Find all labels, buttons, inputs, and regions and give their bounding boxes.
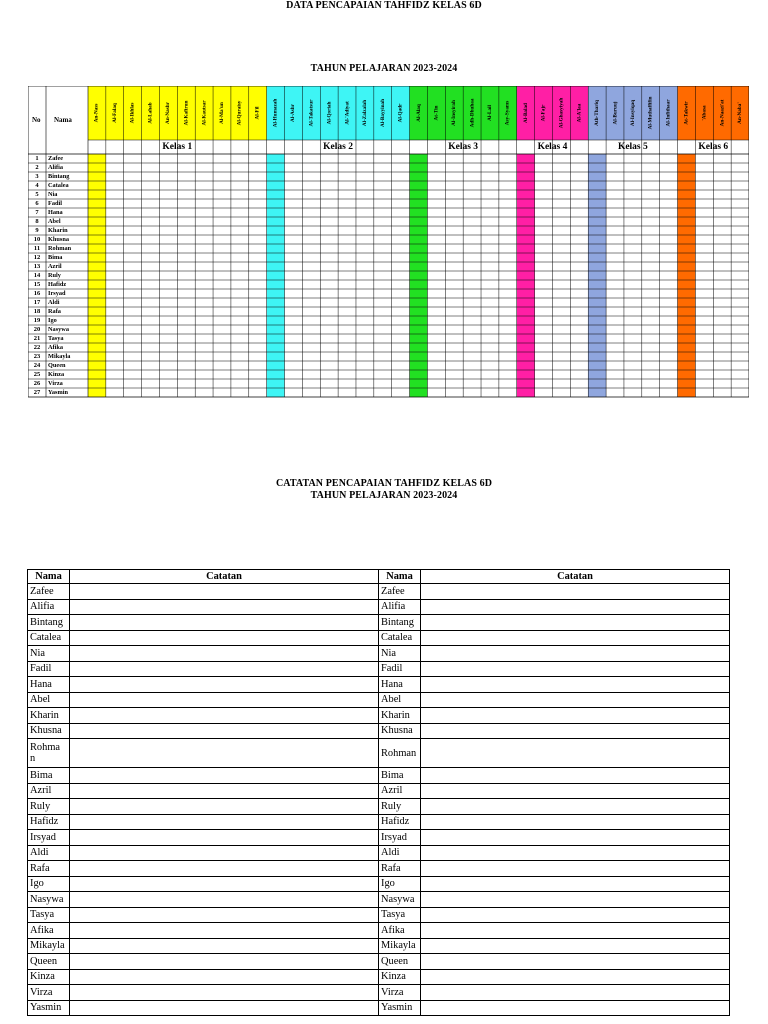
notes-name-left: Igo (28, 876, 70, 892)
notes-name-left: Yasmin (28, 1000, 70, 1016)
notes-row (28, 845, 730, 861)
notes-name-left: Afika (28, 923, 70, 939)
notes-catatan-right[interactable] (421, 646, 730, 662)
student-name: Queen (48, 362, 66, 369)
notes-name-left: Catalea (28, 630, 70, 646)
notes-row (28, 923, 730, 939)
notes-name-right: Ruly (379, 799, 421, 815)
notes-row (28, 814, 730, 830)
notes-catatan-left[interactable] (70, 923, 379, 939)
student-number: 13 (33, 263, 41, 270)
kelas-first-column-fill (678, 154, 696, 397)
surah-name: Al-'Adiyat (344, 101, 351, 125)
notes-name-left: Hana (28, 677, 70, 693)
surah-name: An-Naba' (736, 102, 743, 124)
surah-header-cell (481, 86, 499, 154)
notes-name-right: Kharin (379, 708, 421, 724)
notes-row (28, 599, 730, 615)
student-number: 8 (35, 218, 39, 225)
surah-header-cell (499, 86, 517, 154)
surah-header-cell (159, 86, 177, 154)
student-name: Abel (48, 218, 61, 225)
kelas-first-column-fill (517, 154, 535, 397)
surah-name: Al-Humazah (272, 98, 279, 128)
surah-header-cell (88, 86, 106, 154)
notes-row (28, 969, 730, 985)
notes-name-right: Azril (379, 783, 421, 799)
header-no: No (32, 116, 41, 124)
notes-name-left: Nia (28, 646, 70, 662)
notes-body (28, 584, 730, 1016)
notes-catatan-left[interactable] (70, 876, 379, 892)
notes-name-right: Irsyad (379, 830, 421, 846)
student-number: 2 (35, 164, 39, 171)
notes-header-catatan-left: Catatan (70, 570, 379, 584)
notes-name-left: Bima (28, 768, 70, 784)
notes-catatan-left[interactable] (70, 845, 379, 861)
student-number: 23 (33, 353, 41, 360)
notes-catatan-left[interactable] (70, 985, 379, 1001)
notes-catatan-left[interactable] (70, 723, 379, 739)
student-name: Yasmin (48, 389, 68, 396)
notes-catatan-right[interactable] (421, 845, 730, 861)
surah-name: Al-Takatsur (308, 99, 315, 127)
student-number: 25 (33, 371, 41, 378)
notes-name-right: Tasya (379, 907, 421, 923)
notes-catatan-left[interactable] (70, 783, 379, 799)
notes-catatan-right[interactable] (421, 954, 730, 970)
surah-name: Al-Muthaffifin (647, 96, 654, 130)
surah-header-cell (267, 86, 285, 154)
notes-name-left: Hafidz (28, 814, 70, 830)
kelas-label: Kelas 2 (323, 142, 353, 152)
surah-header-cell (427, 86, 445, 154)
notes-row (28, 985, 730, 1001)
surah-header-cell (177, 86, 195, 154)
notes-catatan-left[interactable] (70, 907, 379, 923)
surah-name: Al-Qadr (397, 103, 404, 123)
notes-catatan-left[interactable] (70, 677, 379, 693)
surah-name: Al-Zalzalah (362, 99, 369, 127)
notes-row (28, 723, 730, 739)
notes-row (28, 646, 730, 662)
notes-name-right: Zafee (379, 584, 421, 600)
kelas-label: Kelas 4 (537, 142, 568, 152)
notes-name-left: Abel (28, 692, 70, 708)
notes-catatan-left[interactable] (70, 646, 379, 662)
surah-name: Al-Qoriah (326, 101, 333, 125)
notes-catatan-right[interactable] (421, 661, 730, 677)
notes-row (28, 615, 730, 631)
notes-title-line-2: TAHUN PELAJARAN 2023-2024 (310, 490, 458, 501)
notes-catatan-right[interactable] (421, 584, 730, 600)
surah-header-cell (285, 86, 303, 154)
student-number: 5 (35, 191, 39, 198)
notes-catatan-left[interactable] (70, 830, 379, 846)
notes-row (28, 892, 730, 908)
surah-name: At-Tin (433, 105, 440, 121)
notes-name-left: Nasywa (28, 892, 70, 908)
student-number: 7 (35, 209, 39, 216)
student-name: Afika (48, 344, 64, 351)
notes-catatan-right[interactable] (421, 723, 730, 739)
notes-row (28, 799, 730, 815)
notes-name-left: Rohma n (28, 739, 70, 768)
notes-catatan-left[interactable] (70, 1000, 379, 1016)
surah-header-cell (142, 86, 160, 154)
student-name: Azril (48, 263, 62, 270)
surah-name: Al-Lail (486, 105, 493, 121)
surah-header-cell (445, 86, 463, 154)
notes-row (28, 954, 730, 970)
student-name: Kinza (48, 371, 65, 378)
notes-catatan-right[interactable] (421, 985, 730, 1001)
notes-catatan-right[interactable] (421, 938, 730, 954)
student-number: 20 (33, 326, 41, 333)
surah-name: Al-Ikhlas (129, 102, 136, 124)
notes-catatan-right[interactable] (421, 768, 730, 784)
notes-row (28, 907, 730, 923)
notes-catatan-right[interactable] (421, 708, 730, 724)
notes-row (28, 1000, 730, 1016)
notes-catatan-left[interactable] (70, 938, 379, 954)
student-number: 26 (33, 380, 41, 387)
student-number: 15 (33, 281, 41, 288)
student-number: 11 (33, 245, 41, 252)
surah-header-cell (249, 86, 267, 154)
student-number: 3 (35, 173, 39, 180)
notes-name-right: Bima (379, 768, 421, 784)
student-name: Hana (48, 209, 63, 216)
surah-name: Al-Balad (522, 103, 529, 123)
surah-name: Al-A'laa (576, 103, 583, 123)
notes-catatan-right[interactable] (421, 876, 730, 892)
surah-name: Asy-Syams (504, 100, 511, 126)
surah-header-cell (195, 86, 213, 154)
student-name: Catalea (48, 182, 69, 189)
student-name: Hafidz (48, 281, 67, 288)
notes-name-right: Queen (379, 954, 421, 970)
header-nama: Nama (54, 116, 72, 124)
notes-catatan-right[interactable] (421, 969, 730, 985)
notes-catatan-right[interactable] (421, 630, 730, 646)
notes-name-left: Mikayla (28, 938, 70, 954)
notes-row (28, 708, 730, 724)
surah-name: Al-Insyirah (451, 100, 458, 126)
student-number: 27 (33, 389, 41, 396)
notes-catatan-left[interactable] (70, 661, 379, 677)
notes-catatan-right[interactable] (421, 739, 730, 768)
notes-name-right: Yasmin (379, 1000, 421, 1016)
student-name: Zafee (48, 155, 64, 162)
notes-catatan-right[interactable] (421, 799, 730, 815)
notes-catatan-right[interactable] (421, 830, 730, 846)
surah-header-cell (320, 86, 338, 154)
notes-row (28, 661, 730, 677)
notes-catatan-left[interactable] (70, 799, 379, 815)
kelas-label: Kelas 1 (162, 142, 193, 152)
surah-header-cell (606, 86, 624, 154)
surah-header-cell (124, 86, 142, 154)
notes-catatan-left[interactable] (70, 630, 379, 646)
notes-catatan-right[interactable] (421, 599, 730, 615)
student-number: 4 (35, 182, 39, 189)
surah-header-cell (535, 86, 553, 154)
kelas-first-column-fill (588, 154, 606, 397)
notes-name-right: Kinza (379, 969, 421, 985)
surah-header-cell (302, 86, 320, 154)
notes-name-left: Irsyad (28, 830, 70, 846)
notes-row (28, 830, 730, 846)
notes-catatan-right[interactable] (421, 615, 730, 631)
notes-catatan-left[interactable] (70, 599, 379, 615)
surah-header-cell (552, 86, 570, 154)
notes-name-right: Bintang (379, 615, 421, 631)
notes-row (28, 630, 730, 646)
student-name: Bintang (48, 173, 70, 180)
student-number: 12 (33, 254, 41, 261)
notes-catatan-right[interactable] (421, 923, 730, 939)
student-number: 22 (33, 344, 41, 351)
notes-name-right: Nia (379, 646, 421, 662)
notes-name-right: Virza (379, 985, 421, 1001)
notes-row (28, 677, 730, 693)
notes-row (28, 861, 730, 877)
notes-name-right: Abel (379, 692, 421, 708)
student-number: 18 (33, 308, 41, 315)
notes-catatan-left[interactable] (70, 892, 379, 908)
notes-header-nama-right: Nama (379, 570, 421, 584)
student-name: Igo (48, 317, 57, 324)
notes-name-left: Kinza (28, 969, 70, 985)
notes-title-line-1: CATATAN PENCAPAIAN TAHFIDZ KELAS 6D (275, 478, 493, 489)
notes-row (28, 584, 730, 600)
notes-name-right: Igo (379, 876, 421, 892)
notes-name-right: Rafa (379, 861, 421, 877)
notes-row (28, 783, 730, 799)
kelas-first-column-fill (410, 154, 428, 397)
student-number: 17 (33, 299, 41, 306)
student-name: Mikayla (48, 353, 71, 360)
student-name: Nia (48, 191, 58, 198)
student-name: Fadil (48, 200, 62, 207)
surah-name: Al-Infithaar (665, 99, 672, 127)
student-name: Ruly (48, 272, 61, 279)
student-name: Virza (48, 380, 63, 387)
surah-header-cell (338, 86, 356, 154)
notes-name-left: Khusna (28, 723, 70, 739)
notes-catatan-right[interactable] (421, 907, 730, 923)
surah-name: Adh-Dhuhaa (469, 98, 476, 128)
notes-catatan-left[interactable] (70, 969, 379, 985)
notes-name-left: Virza (28, 985, 70, 1001)
surah-header-cell (374, 86, 392, 154)
notes-name-right: Rohman (379, 739, 421, 768)
surah-header-cell (213, 86, 231, 154)
surah-header-cell (731, 86, 749, 154)
notes-catatan-left[interactable] (70, 708, 379, 724)
surah-name: An-Nass (93, 103, 100, 123)
notes-name-left: Zafee (28, 584, 70, 600)
surah-name: Al-Kautsar (201, 100, 208, 126)
notes-catatan-left[interactable] (70, 692, 379, 708)
student-number: 21 (33, 335, 41, 342)
notes-row (28, 938, 730, 954)
notes-name-right: Fadil (379, 661, 421, 677)
student-number: 10 (33, 236, 41, 243)
student-name: Khusna (48, 236, 70, 243)
surah-header-cell (713, 86, 731, 154)
notes-catatan-left[interactable] (70, 954, 379, 970)
notes-name-right: Khusna (379, 723, 421, 739)
surah-name: Al-Insyiqaq (630, 99, 636, 127)
surah-name: Al-Lahab (147, 102, 154, 124)
surah-name: Al-Buruuj (612, 101, 619, 125)
kelas-label: Kelas 5 (617, 142, 648, 152)
student-name: Bima (48, 254, 63, 261)
notes-header-nama-left: Nama (28, 570, 70, 584)
student-name: Rohman (48, 245, 72, 252)
surah-name: Al-Ghasyiyah (558, 97, 565, 129)
surah-header-cell (392, 86, 410, 154)
surah-header-cell (642, 86, 660, 154)
notes-catatan-right[interactable] (421, 1000, 730, 1016)
notes-name-right: Catalea (379, 630, 421, 646)
kelas-label: Kelas 6 (698, 142, 729, 152)
surah-header-cell (570, 86, 588, 154)
notes-catatan-right[interactable] (421, 892, 730, 908)
surah-name: An-Naazi'at (719, 99, 726, 127)
surah-header-cell (660, 86, 678, 154)
student-name: Aldi (48, 299, 60, 306)
notes-name-left: Azril (28, 783, 70, 799)
notes-name-left: Fadil (28, 661, 70, 677)
notes-catatan-left[interactable] (70, 584, 379, 600)
surah-header-cell (231, 86, 249, 154)
surah-header-cell (106, 86, 124, 154)
student-number: 6 (35, 200, 39, 207)
student-name: Kharin (48, 227, 68, 234)
student-number: 24 (33, 362, 41, 369)
surah-name: Ath-Thariq (593, 100, 600, 126)
surah-name: Al-Fajr (540, 104, 547, 122)
notes-name-left: Ruly (28, 799, 70, 815)
surah-name: Al-Ma'un (218, 102, 225, 124)
surah-name: An-Nashr (165, 102, 172, 124)
student-name: Alifia (48, 164, 64, 171)
kelas-first-column-fill (88, 154, 106, 397)
student-name: Nasywa (48, 326, 69, 333)
notes-row (28, 876, 730, 892)
surah-name: Al-Quraisy (236, 100, 243, 126)
notes-name-right: Mikayla (379, 938, 421, 954)
surah-name: Al-Alaq (415, 104, 422, 122)
surah-name: 'Abasa (701, 105, 708, 121)
notes-name-right: Nasywa (379, 892, 421, 908)
notes-name-left: Tasya (28, 907, 70, 923)
notes-name-right: Hafidz (379, 814, 421, 830)
surah-header-cell (588, 86, 606, 154)
notes-header-catatan-right: Catatan (421, 570, 730, 584)
notes-catatan-left[interactable] (70, 814, 379, 830)
notes-catatan-right[interactable] (421, 861, 730, 877)
kelas-label: Kelas 3 (448, 142, 479, 152)
data-title-line-2: TAHUN PELAJARAN 2023-2024 (310, 63, 458, 74)
notes-catatan-right[interactable] (421, 692, 730, 708)
surah-header-cell (624, 86, 642, 154)
notes-catatan-right[interactable] (421, 814, 730, 830)
student-number: 19 (33, 317, 41, 324)
notes-catatan-left[interactable] (70, 768, 379, 784)
notes-table (27, 569, 730, 1016)
notes-name-left: Bintang (28, 615, 70, 631)
student-name: Irsyad (48, 290, 66, 297)
surah-header-cell (356, 86, 374, 154)
student-number: 1 (35, 155, 39, 162)
notes-row (28, 739, 730, 768)
data-title-line-1: DATA PENCAPAIAN TAHFIDZ KELAS 6D (286, 0, 482, 11)
notes-catatan-right[interactable] (421, 783, 730, 799)
notes-row (28, 692, 730, 708)
notes-name-right: Alifia (379, 599, 421, 615)
surah-name: Al-Bayyinah (379, 99, 386, 127)
surah-name: Al-Ashr (290, 104, 297, 122)
notes-header-row (28, 570, 730, 584)
surah-header-cell (463, 86, 481, 154)
student-name: Tasya (48, 335, 64, 342)
surah-name: Al-Falaq (111, 103, 118, 123)
surah-header-cell (678, 86, 696, 154)
notes-name-left: Queen (28, 954, 70, 970)
surah-name: Al-Kafirun (183, 100, 190, 126)
notes-name-left: Alifia (28, 599, 70, 615)
student-number: 16 (33, 290, 41, 297)
notes-catatan-right[interactable] (421, 677, 730, 693)
student-number: 14 (33, 272, 41, 279)
notes-name-left: Aldi (28, 845, 70, 861)
tahfidz-grid (28, 86, 749, 479)
notes-name-right: Afika (379, 923, 421, 939)
student-name: Rafa (48, 308, 61, 315)
notes-name-left: Kharin (28, 708, 70, 724)
surah-name: At-Takwir (683, 101, 690, 125)
surah-name: Al-Fil (254, 106, 261, 120)
notes-catatan-left[interactable] (70, 861, 379, 877)
surah-header-cell (517, 86, 535, 154)
kelas-first-column-fill (267, 154, 285, 397)
notes-catatan-left[interactable] (70, 739, 379, 768)
surah-header-cell (695, 86, 713, 154)
notes-name-right: Aldi (379, 845, 421, 861)
notes-row (28, 768, 730, 784)
notes-name-left: Rafa (28, 861, 70, 877)
notes-catatan-left[interactable] (70, 615, 379, 631)
surah-header-cell (410, 86, 428, 154)
notes-name-right: Hana (379, 677, 421, 693)
student-number: 9 (35, 227, 39, 234)
